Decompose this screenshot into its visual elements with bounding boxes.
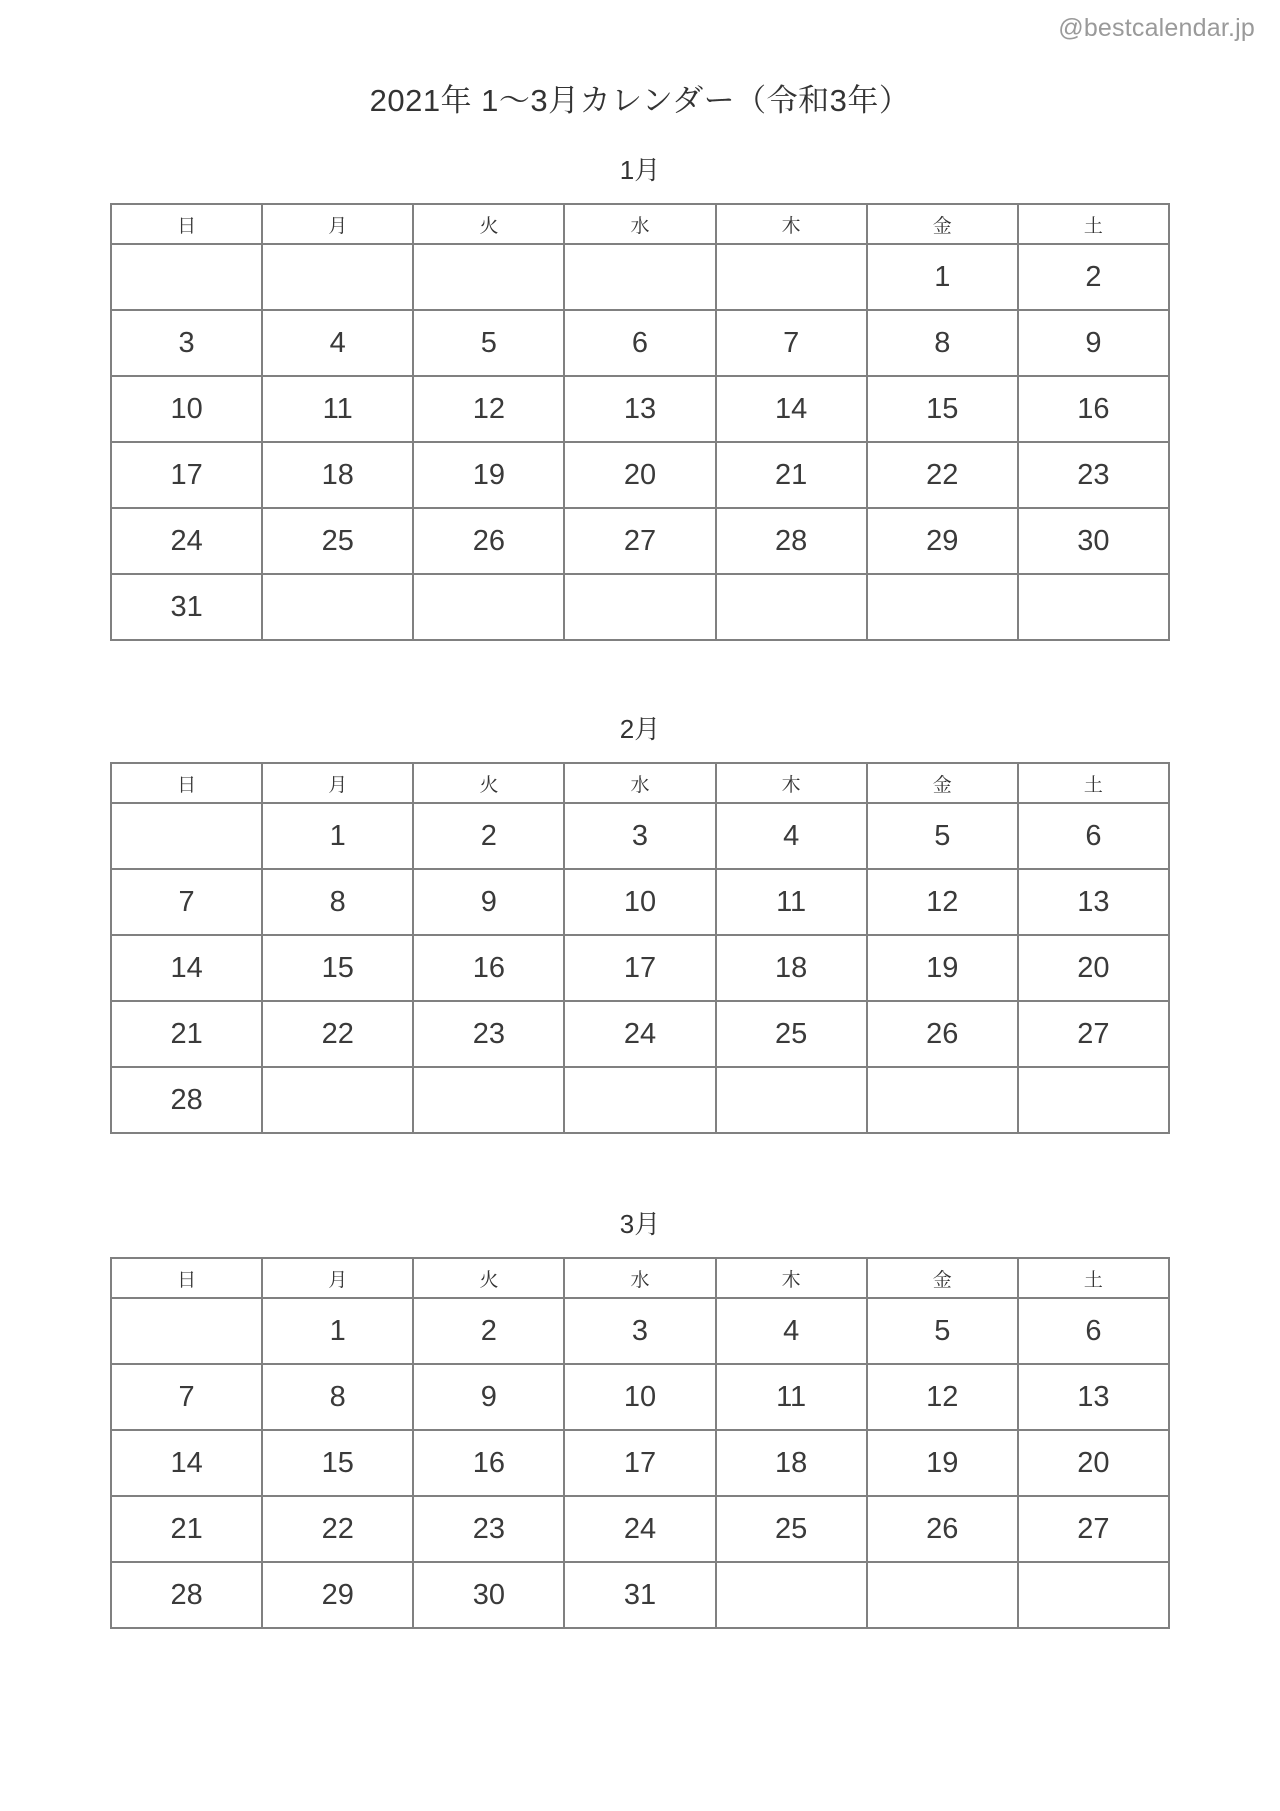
day-cell[interactable]: 13: [1018, 1364, 1169, 1430]
week-row: [111, 310, 1169, 376]
day-cell[interactable]: 2: [413, 803, 564, 869]
weekday-header-0: 日: [111, 763, 262, 803]
weekday-header-4: 木: [716, 763, 867, 803]
week-row: [111, 935, 1169, 1001]
calendar-table: [110, 1257, 1170, 1629]
day-cell[interactable]: 27: [564, 508, 715, 574]
day-cell[interactable]: 1: [867, 244, 1018, 310]
day-cell[interactable]: 17: [564, 935, 715, 1001]
day-cell[interactable]: 11: [262, 376, 413, 442]
day-cell[interactable]: 7: [111, 1364, 262, 1430]
day-cell[interactable]: 15: [262, 1430, 413, 1496]
day-cell[interactable]: 8: [262, 1364, 413, 1430]
weekday-header-1: 月: [262, 1258, 413, 1298]
day-cell[interactable]: 9: [413, 869, 564, 935]
weekday-header-row: [111, 204, 1169, 244]
day-cell[interactable]: 16: [413, 935, 564, 1001]
day-cell[interactable]: 15: [867, 376, 1018, 442]
day-cell[interactable]: 25: [716, 1001, 867, 1067]
day-cell[interactable]: 6: [1018, 803, 1169, 869]
day-cell[interactable]: 10: [564, 1364, 715, 1430]
weekday-header-row: [111, 1258, 1169, 1298]
weekday-header-2: 火: [413, 1258, 564, 1298]
day-cell[interactable]: 31: [111, 574, 262, 640]
day-cell[interactable]: 3: [111, 310, 262, 376]
day-cell[interactable]: 5: [867, 1298, 1018, 1364]
week-row: [111, 1298, 1169, 1364]
day-cell-empty: [716, 1067, 867, 1133]
day-cell[interactable]: 2: [413, 1298, 564, 1364]
day-cell[interactable]: 17: [564, 1430, 715, 1496]
day-cell-empty: [867, 574, 1018, 640]
day-cell[interactable]: 25: [716, 1496, 867, 1562]
day-cell[interactable]: 28: [111, 1067, 262, 1133]
day-cell[interactable]: 1: [262, 803, 413, 869]
week-row: [111, 1562, 1169, 1628]
day-cell-empty: [867, 1067, 1018, 1133]
day-cell-empty: [564, 1067, 715, 1133]
day-cell[interactable]: 10: [564, 869, 715, 935]
day-cell[interactable]: 17: [111, 442, 262, 508]
week-row: [111, 574, 1169, 640]
week-row: [111, 442, 1169, 508]
calendar-table: [110, 762, 1170, 1134]
day-cell[interactable]: 12: [867, 1364, 1018, 1430]
calendar-table: [110, 203, 1170, 641]
day-cell-empty: [111, 1298, 262, 1364]
week-row: [111, 869, 1169, 935]
day-cell[interactable]: 28: [111, 1562, 262, 1628]
day-cell[interactable]: 23: [1018, 442, 1169, 508]
day-cell[interactable]: 6: [1018, 1298, 1169, 1364]
day-cell[interactable]: 14: [111, 935, 262, 1001]
day-cell[interactable]: 26: [867, 1001, 1018, 1067]
day-cell[interactable]: 19: [413, 442, 564, 508]
weekday-header-6: 土: [1018, 763, 1169, 803]
week-row: [111, 376, 1169, 442]
day-cell[interactable]: 4: [716, 1298, 867, 1364]
day-cell-empty: [716, 1562, 867, 1628]
day-cell[interactable]: 31: [564, 1562, 715, 1628]
day-cell[interactable]: 20: [564, 442, 715, 508]
day-cell[interactable]: 26: [413, 508, 564, 574]
weekday-header-6: 土: [1018, 1258, 1169, 1298]
day-cell[interactable]: 29: [262, 1562, 413, 1628]
weekday-header-3: 水: [564, 204, 715, 244]
day-cell[interactable]: 26: [867, 1496, 1018, 1562]
day-cell[interactable]: 5: [413, 310, 564, 376]
day-cell[interactable]: 22: [867, 442, 1018, 508]
day-cell[interactable]: 22: [262, 1001, 413, 1067]
day-cell[interactable]: 25: [262, 508, 413, 574]
week-row: [111, 1430, 1169, 1496]
day-cell[interactable]: 18: [262, 442, 413, 508]
day-cell[interactable]: 21: [111, 1496, 262, 1562]
day-cell[interactable]: 22: [262, 1496, 413, 1562]
weekday-header-4: 木: [716, 1258, 867, 1298]
day-cell-empty: [1018, 1067, 1169, 1133]
day-cell[interactable]: 9: [1018, 310, 1169, 376]
day-cell[interactable]: 13: [1018, 869, 1169, 935]
day-cell[interactable]: 2: [1018, 244, 1169, 310]
day-cell[interactable]: 14: [716, 376, 867, 442]
week-row: [111, 803, 1169, 869]
week-row: [111, 1364, 1169, 1430]
day-cell-empty: [1018, 1562, 1169, 1628]
day-cell[interactable]: 21: [111, 1001, 262, 1067]
day-cell[interactable]: 13: [564, 376, 715, 442]
day-cell[interactable]: 4: [716, 803, 867, 869]
day-cell[interactable]: 16: [1018, 376, 1169, 442]
weekday-header-5: 金: [867, 1258, 1018, 1298]
weekday-header-2: 火: [413, 763, 564, 803]
weekday-header-1: 月: [262, 763, 413, 803]
day-cell[interactable]: 8: [867, 310, 1018, 376]
day-cell[interactable]: 3: [564, 1298, 715, 1364]
day-cell-empty: [564, 574, 715, 640]
day-cell[interactable]: 28: [716, 508, 867, 574]
day-cell[interactable]: 7: [111, 869, 262, 935]
day-cell[interactable]: 12: [867, 869, 1018, 935]
month-label: 3月: [619, 1209, 661, 1239]
weekday-header-0: 日: [111, 204, 262, 244]
weekday-header-4: 木: [716, 204, 867, 244]
day-cell[interactable]: 27: [1018, 1496, 1169, 1562]
day-cell-empty: [564, 244, 715, 310]
day-cell[interactable]: 6: [564, 310, 715, 376]
day-cell[interactable]: 8: [262, 869, 413, 935]
day-cell[interactable]: 29: [867, 508, 1018, 574]
weekday-header-3: 水: [564, 1258, 715, 1298]
day-cell[interactable]: 11: [716, 1364, 867, 1430]
day-cell-empty: [1018, 574, 1169, 640]
weekday-header-5: 金: [867, 763, 1018, 803]
day-cell-empty: [262, 1067, 413, 1133]
day-cell[interactable]: 10: [111, 376, 262, 442]
day-cell[interactable]: 27: [1018, 1001, 1169, 1067]
day-cell[interactable]: 30: [1018, 508, 1169, 574]
day-cell-empty: [111, 244, 262, 310]
day-cell-empty: [716, 574, 867, 640]
day-cell-empty: [262, 244, 413, 310]
month-block-2: [110, 709, 1170, 1134]
week-row: [111, 244, 1169, 310]
weekday-header-3: 水: [564, 763, 715, 803]
day-cell[interactable]: 9: [413, 1364, 564, 1430]
day-cell[interactable]: 14: [111, 1430, 262, 1496]
day-cell[interactable]: 3: [564, 803, 715, 869]
weekday-header-5: 金: [867, 204, 1018, 244]
day-cell[interactable]: 7: [716, 310, 867, 376]
day-cell[interactable]: 24: [111, 508, 262, 574]
day-cell[interactable]: 18: [716, 1430, 867, 1496]
day-cell[interactable]: 5: [867, 803, 1018, 869]
month-block-1: [110, 150, 1170, 641]
month-label: 2月: [619, 714, 661, 744]
day-cell-empty: [111, 803, 262, 869]
day-cell-empty: [716, 244, 867, 310]
weekday-header-2: 火: [413, 204, 564, 244]
week-row: [111, 1496, 1169, 1562]
weekday-header-6: 土: [1018, 204, 1169, 244]
day-cell-empty: [413, 574, 564, 640]
day-cell[interactable]: 24: [564, 1496, 715, 1562]
months-container: [0, 150, 1280, 1629]
month-block-3: [110, 1204, 1170, 1629]
day-cell[interactable]: 20: [1018, 1430, 1169, 1496]
day-cell[interactable]: 4: [262, 310, 413, 376]
week-row: [111, 1067, 1169, 1133]
day-cell[interactable]: 30: [413, 1562, 564, 1628]
weekday-header-row: [111, 763, 1169, 803]
day-cell[interactable]: 20: [1018, 935, 1169, 1001]
page-title: 2021年 1〜3月カレンダー（令和3年）: [369, 83, 911, 118]
day-cell[interactable]: 16: [413, 1430, 564, 1496]
day-cell[interactable]: 21: [716, 442, 867, 508]
day-cell-empty: [262, 574, 413, 640]
weekday-header-1: 月: [262, 204, 413, 244]
month-label: 1月: [619, 155, 661, 185]
day-cell[interactable]: 12: [413, 376, 564, 442]
day-cell[interactable]: 1: [262, 1298, 413, 1364]
weekday-header-0: 日: [111, 1258, 262, 1298]
week-row: [111, 1001, 1169, 1067]
day-cell[interactable]: 11: [716, 869, 867, 935]
day-cell[interactable]: 24: [564, 1001, 715, 1067]
day-cell[interactable]: 19: [867, 1430, 1018, 1496]
day-cell[interactable]: 18: [716, 935, 867, 1001]
day-cell[interactable]: 19: [867, 935, 1018, 1001]
day-cell-empty: [867, 1562, 1018, 1628]
day-cell[interactable]: 23: [413, 1001, 564, 1067]
day-cell-empty: [413, 244, 564, 310]
day-cell-empty: [413, 1067, 564, 1133]
site-watermark: @bestcalendar.jp: [1058, 14, 1255, 42]
week-row: [111, 508, 1169, 574]
day-cell[interactable]: 15: [262, 935, 413, 1001]
day-cell[interactable]: 23: [413, 1496, 564, 1562]
